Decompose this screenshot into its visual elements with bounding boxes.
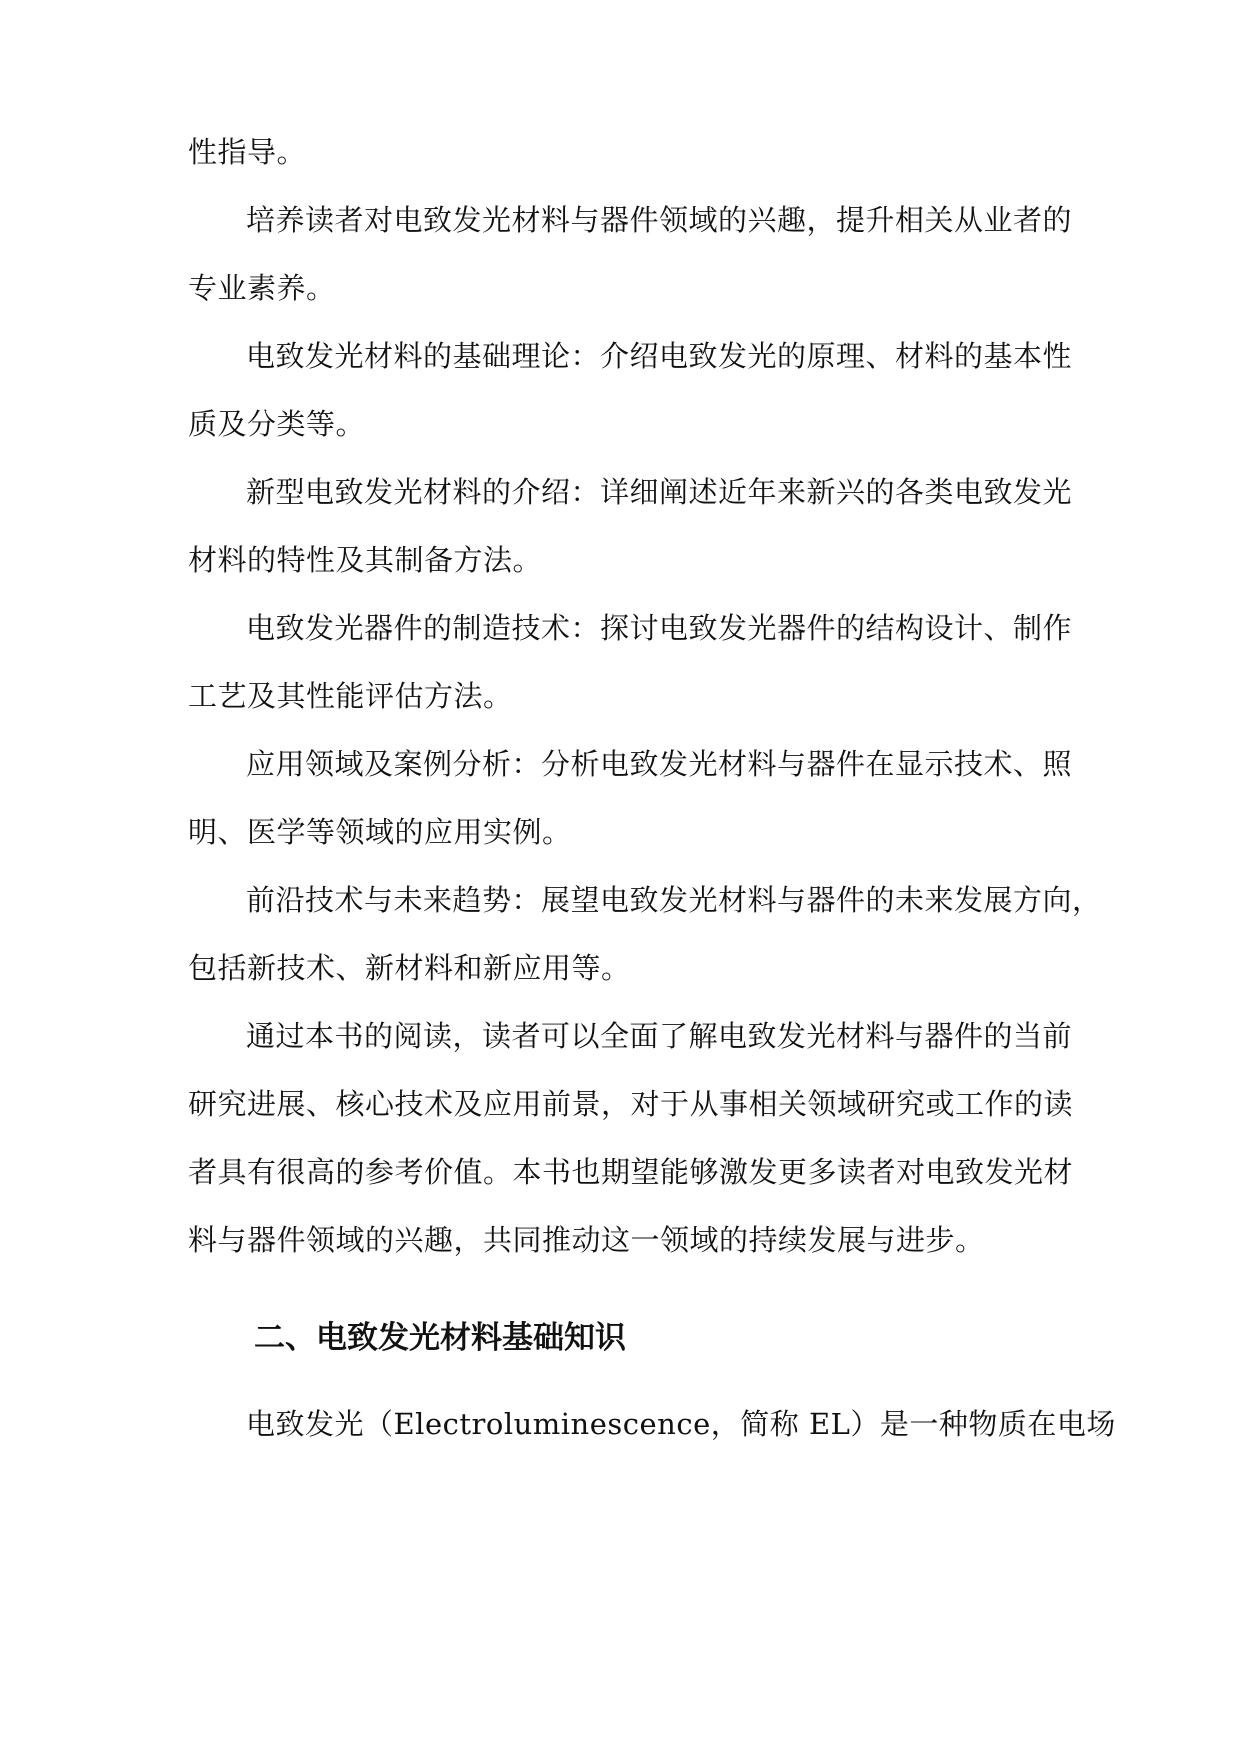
- text-line: 包括新技术、新材料和新应用等。: [188, 951, 631, 985]
- text-line: 工艺及其性能评估方法。: [188, 679, 513, 713]
- text-line: 质及分类等。: [188, 407, 366, 441]
- paragraph-line: 通过本书的阅读，读者可以全面了解电致发光材料与器件的当前: [246, 1019, 1073, 1053]
- text-line: 者具有很高的参考价值。本书也期望能够激发更多读者对电致发光材: [188, 1155, 1074, 1189]
- text-line: 性指导。: [188, 135, 307, 169]
- paragraph-line: 培养读者对电致发光材料与器件领域的兴趣，提升相关从业者的: [246, 203, 1073, 237]
- paragraph-line: 新型电致发光材料的介绍：详细阐述近年来新兴的各类电致发光: [246, 475, 1073, 509]
- text-line: 材料的特性及其制备方法。: [188, 543, 543, 577]
- text-line: 料与器件领域的兴趣，共同推动这一领域的持续发展与进步。: [188, 1223, 985, 1257]
- paragraph-line: 电致发光器件的制造技术：探讨电致发光器件的结构设计、制作: [246, 611, 1073, 645]
- paragraph-line: 电致发光材料的基础理论：介绍电致发光的原理、材料的基本性: [246, 339, 1073, 373]
- text-line: 明、医学等领域的应用实例。: [188, 815, 572, 849]
- section-heading: 二、电致发光材料基础知识: [254, 1320, 626, 1356]
- paragraph-line: 前沿技术与未来趋势：展望电致发光材料与器件的未来发展方向，: [246, 883, 1102, 917]
- paragraph-line: 应用领域及案例分析：分析电致发光材料与器件在显示技术、照: [246, 747, 1073, 781]
- text-line: 研究进展、核心技术及应用前景，对于从事相关领域研究或工作的读: [188, 1087, 1074, 1121]
- paragraph-line: 电致发光（Electroluminescence，简称 EL）是一种物质在电场: [246, 1407, 1116, 1441]
- text-line: 专业素养。: [188, 271, 336, 305]
